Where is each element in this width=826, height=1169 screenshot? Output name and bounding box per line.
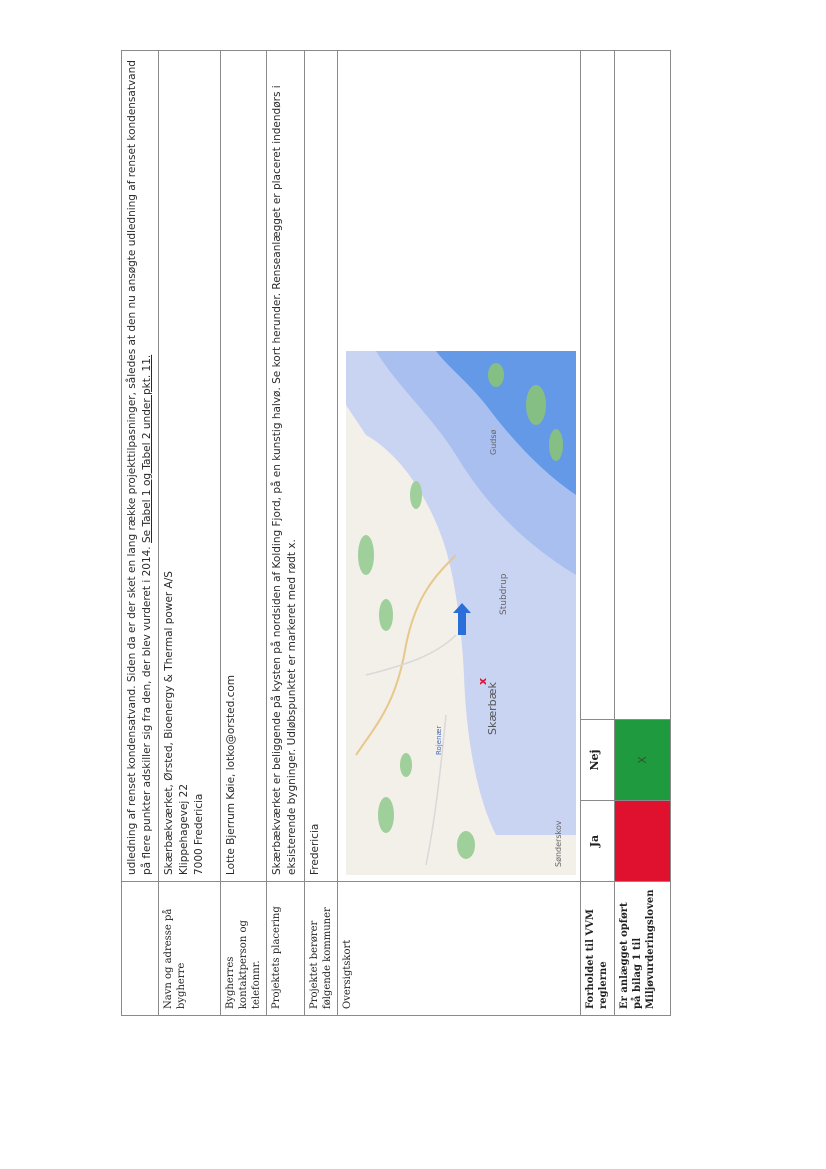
forest [457,831,475,859]
placering-value: Skærbækværket er beliggende på kysten på nordsiden af Kolding Fjord, på en kunstig halvø. Se kort herunder. Renseanlægget er placeret indendørs i eksisterende bygninger. Udløbspunktet er markeret med rødt x. [267,51,305,882]
forest [358,535,374,575]
forest [410,481,422,509]
bygherre-name: Skærbækværket, Ørsted, Bioenergy & Thermal power A/S [163,571,175,875]
map-label-skaerbaek: Skærbæk [486,682,499,735]
ja-header: Ja [587,834,601,848]
nej-column [581,719,614,800]
table-row [122,51,159,1016]
intro-text [122,51,159,882]
vvm-cell [581,51,615,882]
bygherre-value [159,51,221,882]
kontakt-label: Bygherres kontaktperson og telefonnr. [221,882,267,1016]
map-label-sondersku: Sønderskov [554,820,563,867]
forest [379,599,393,631]
kontakt-value: Lotte Bjerrum Køie, lotko@orsted.com [221,51,267,882]
rotated-page [121,50,656,1016]
project-table [121,50,671,1016]
intro-line-1: udledning af renset kondensatvand. Siden da er der sket en lang række projekttilpasninger, således at den nu ansøgte udledning af renset kondensatvand [126,60,138,875]
ja-choice[interactable] [615,800,670,881]
ja-choice-box[interactable] [615,801,670,881]
kommuner-value: Fredericia [305,51,338,882]
forest [526,385,546,425]
nej-choice-box[interactable] [615,720,670,800]
table-row [305,51,338,1016]
placering-label: Projektets placering [267,882,305,1016]
bygherre-street: Klippehagevej 22 [178,783,190,875]
forest [488,363,504,387]
forest [549,429,563,461]
nej-check-mark: X [636,756,649,764]
bilag-rest [615,51,670,719]
bygherre-city: 7000 Fredericia [193,793,205,875]
vvm-label: Forholdet til VVM reglerne [581,882,615,1016]
bilag-cell [615,51,671,882]
outlet-marker: x [476,677,489,685]
vvm-options [581,51,614,881]
intro-label-cell [122,882,159,1016]
intro-line-2 [140,57,155,875]
table-row [615,51,671,1016]
vvm-rest [581,51,614,719]
table-row [267,51,305,1016]
overview-map [346,351,576,875]
bygherre-label: Navn og adresse på bygherre [159,882,221,1016]
table-row [221,51,267,1016]
nej-choice[interactable] [615,719,670,800]
table-row [581,51,615,1016]
map-label-gudso: Gudsø [489,429,498,455]
forest [378,797,394,833]
kort-cell [338,51,581,882]
nej-header: Nej [587,749,601,771]
kommuner-label: Projektet berører følgende kommuner [305,882,338,1016]
table-row [159,51,221,1016]
bilag-options [615,51,670,881]
ja-column [581,800,614,881]
map-label-rojenaer: Rojenær [435,725,443,755]
table-reference-link[interactable]: Se Tabel 1 og Tabel 2 under pkt. 11. [141,354,153,544]
table-row [338,51,581,1016]
intro-line-2-text: på flere punkter adskiller sig fra den, der blev vurderet i 2014. [141,543,153,875]
map-label-stubdrup: Stubdrup [499,573,509,615]
bilag-label: Er anlægget opført på bilag 1 til Miljøvurderingsloven [615,882,671,1016]
kort-label: Oversigtskort [338,882,581,1016]
forest [400,753,412,777]
